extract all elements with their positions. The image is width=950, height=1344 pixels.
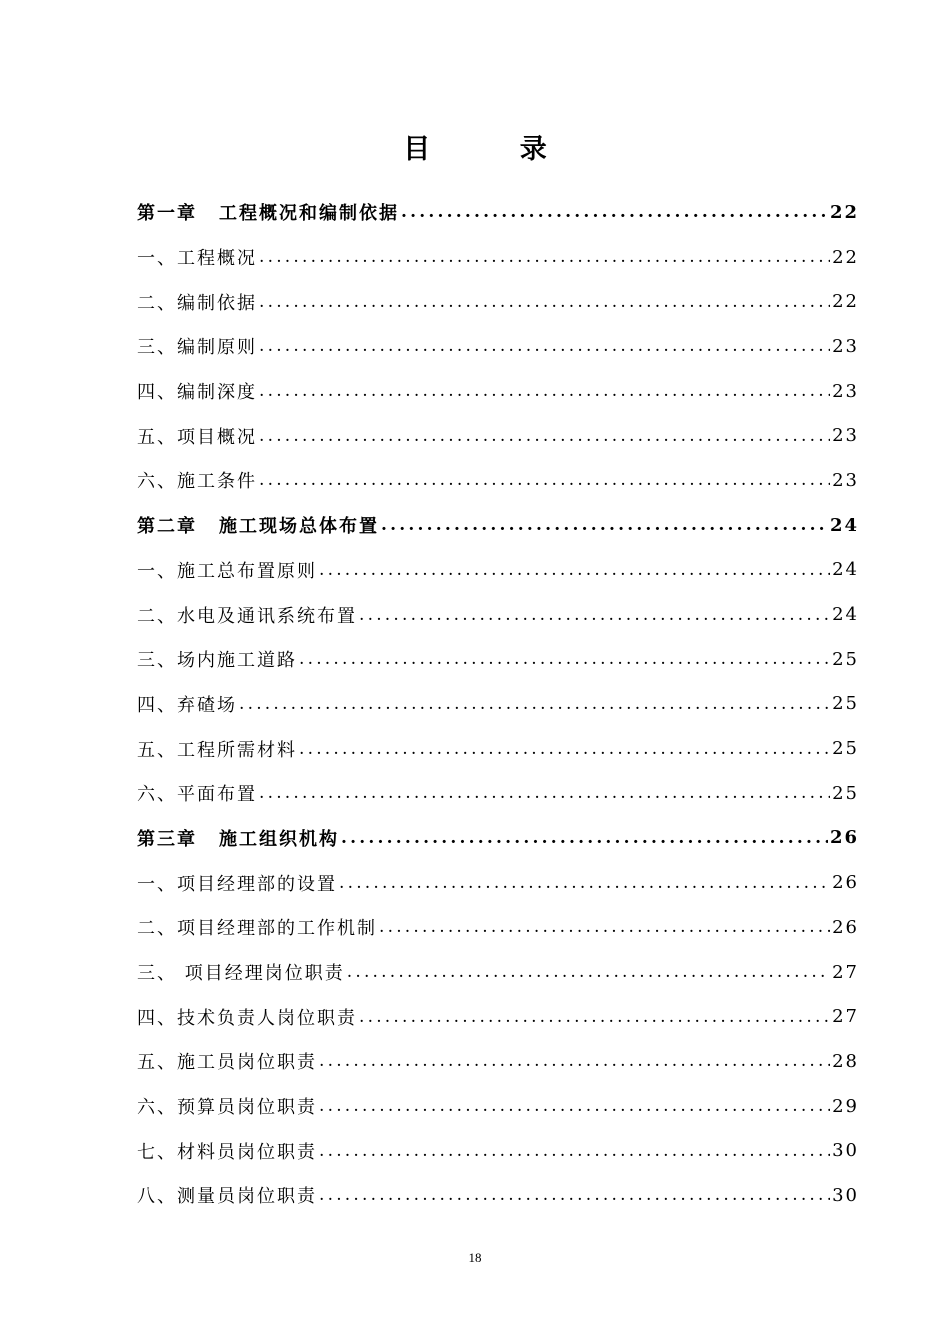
toc-section-entry[interactable] xyxy=(137,413,859,458)
toc-entry-text: 项目经理部的设置 xyxy=(177,873,337,895)
dot-leader xyxy=(259,247,830,267)
toc-entry-number: 第二章 xyxy=(137,516,197,538)
toc-entry-label xyxy=(137,959,345,985)
toc-entry-text: 施工现场总体布置 xyxy=(219,516,379,538)
toc-section-entry[interactable] xyxy=(137,682,859,727)
toc-title: 目 录 xyxy=(403,134,587,165)
toc-entry-label xyxy=(137,602,357,628)
toc-entry-number: 六、 xyxy=(137,784,177,806)
dot-leader xyxy=(319,1096,830,1116)
dot-leader xyxy=(381,515,828,535)
toc-section-entry[interactable] xyxy=(137,994,859,1039)
toc-entry-number: 一、 xyxy=(137,873,177,895)
toc-entry-page: 23 xyxy=(832,469,859,491)
dot-leader xyxy=(259,783,830,803)
dot-leader xyxy=(319,560,830,580)
toc-entry-text: 场内施工道路 xyxy=(177,650,297,672)
toc-entry-label xyxy=(137,423,257,449)
toc-entry-page: 25 xyxy=(832,648,859,670)
dot-leader xyxy=(379,917,830,937)
dot-leader xyxy=(359,605,830,625)
toc-entry-text: 施工组织机构 xyxy=(219,828,339,850)
dot-leader xyxy=(259,336,830,356)
toc-entry-number: 八、 xyxy=(137,1186,177,1208)
toc-entry-text: 测量员岗位职责 xyxy=(177,1186,317,1208)
toc-entry-page: 28 xyxy=(832,1050,859,1072)
toc-entry-text: 平面布置 xyxy=(177,784,257,806)
toc-entry-page: 22 xyxy=(832,291,859,313)
toc-section-entry[interactable] xyxy=(137,369,859,414)
toc-entry-label xyxy=(137,870,337,896)
toc-entry-label xyxy=(137,199,399,225)
toc-entry-label xyxy=(137,1182,317,1208)
toc-section-entry[interactable] xyxy=(137,637,859,682)
toc-entry-label xyxy=(137,1004,357,1030)
toc-entry-label xyxy=(137,736,297,762)
toc-entry-text: 工程所需材料 xyxy=(177,739,297,761)
toc-entry-number: 第一章 xyxy=(137,203,197,225)
toc-entry-text: 编制深度 xyxy=(177,382,257,404)
toc-entry-page: 26 xyxy=(829,827,859,849)
toc-entry-text: 技术负责人岗位职责 xyxy=(177,1007,357,1029)
toc-section-entry[interactable] xyxy=(137,1128,859,1173)
toc-entry-text: 施工总布置原则 xyxy=(177,560,317,582)
toc-entry-page: 25 xyxy=(832,693,859,715)
toc-entry-page: 25 xyxy=(832,782,859,804)
toc-entry-number: 六、 xyxy=(137,471,177,493)
toc-entry-number: 二、 xyxy=(137,292,177,314)
toc-entry-number: 五、 xyxy=(137,739,177,761)
toc-entry-text: 施工条件 xyxy=(177,471,257,493)
toc-section-entry[interactable] xyxy=(137,1084,859,1129)
toc-entry-page: 24 xyxy=(829,514,859,536)
toc-entry-label xyxy=(137,1093,317,1119)
toc-section-entry[interactable] xyxy=(137,860,859,905)
toc-section-entry[interactable] xyxy=(137,726,859,771)
toc-entry-label xyxy=(137,557,317,583)
toc-entry-number: 四、 xyxy=(137,382,177,404)
toc-entry-page: 26 xyxy=(832,872,859,894)
toc-section-entry[interactable] xyxy=(137,950,859,995)
dot-leader xyxy=(259,470,830,490)
toc-entry-label xyxy=(137,333,257,359)
toc-section-entry[interactable] xyxy=(137,592,859,637)
toc-section-entry[interactable] xyxy=(137,458,859,503)
toc-entry-number: 三、 xyxy=(137,650,177,672)
toc-entry-text: 项目经理岗位职责 xyxy=(177,963,345,985)
toc-entry-page: 25 xyxy=(832,738,859,760)
toc-entry-text: 编制原则 xyxy=(177,337,257,359)
toc-entry-text: 项目概况 xyxy=(177,426,257,448)
toc-entry-text: 施工员岗位职责 xyxy=(177,1052,317,1074)
dot-leader xyxy=(299,649,830,669)
toc-section-entry[interactable] xyxy=(137,235,859,280)
toc-entry-label xyxy=(137,1138,317,1164)
toc-entry-text: 弃碴场 xyxy=(177,694,237,716)
toc-entry-text: 材料员岗位职责 xyxy=(177,1141,317,1163)
toc-entry-text: 编制依据 xyxy=(177,292,257,314)
toc-entry-text: 工程概况 xyxy=(177,248,257,270)
toc-entry-page: 22 xyxy=(832,246,859,268)
toc-entry-page: 23 xyxy=(832,425,859,447)
toc-entry-label xyxy=(137,780,257,806)
toc-entry-text: 项目经理部的工作机制 xyxy=(177,918,377,940)
toc-entry-page: 30 xyxy=(832,1140,859,1162)
toc-entry-page: 24 xyxy=(832,559,859,581)
toc-section-entry[interactable] xyxy=(137,324,859,369)
toc-entry-number: 六、 xyxy=(137,1097,177,1119)
toc-chapter-entry[interactable] xyxy=(137,190,859,235)
dot-leader xyxy=(401,202,828,222)
toc-entry-label xyxy=(137,825,339,851)
toc-section-entry[interactable] xyxy=(137,905,859,950)
toc-entry-label xyxy=(137,512,379,538)
toc-entry-text: 预算员岗位职责 xyxy=(177,1097,317,1119)
toc-entry-label xyxy=(137,244,257,270)
dot-leader xyxy=(259,381,830,401)
toc-entry-label xyxy=(137,1048,317,1074)
dot-leader xyxy=(347,962,830,982)
toc-section-entry[interactable] xyxy=(137,1173,859,1218)
toc-entry-page: 24 xyxy=(832,604,859,626)
toc-entry-label xyxy=(137,289,257,315)
toc-entry-page: 23 xyxy=(832,335,859,357)
toc-section-entry[interactable] xyxy=(137,771,859,816)
page-number: 18 xyxy=(468,1250,482,1265)
toc-entry-label xyxy=(137,467,257,493)
toc-section-entry[interactable] xyxy=(137,1039,859,1084)
toc-list xyxy=(137,190,859,1218)
toc-section-entry[interactable] xyxy=(137,548,859,593)
toc-chapter-entry[interactable] xyxy=(137,503,859,548)
toc-entry-text: 水电及通讯系统布置 xyxy=(177,605,357,627)
toc-entry-label xyxy=(137,914,377,940)
dot-leader xyxy=(259,292,830,312)
toc-entry-number: 七、 xyxy=(137,1141,177,1163)
dot-leader xyxy=(359,1007,830,1027)
toc-entry-number: 三、 xyxy=(137,963,177,985)
dot-leader xyxy=(319,1141,830,1161)
dot-leader xyxy=(319,1185,830,1205)
toc-entry-number: 二、 xyxy=(137,605,177,627)
dot-leader xyxy=(319,1051,830,1071)
toc-entry-text: 工程概况和编制依据 xyxy=(219,203,399,225)
toc-entry-number: 四、 xyxy=(137,1007,177,1029)
toc-entry-label xyxy=(137,691,237,717)
toc-section-entry[interactable] xyxy=(137,279,859,324)
dot-leader xyxy=(339,873,830,893)
toc-entry-page: 26 xyxy=(832,916,859,938)
toc-entry-number: 一、 xyxy=(137,248,177,270)
toc-entry-page: 29 xyxy=(832,1095,859,1117)
toc-entry-number: 五、 xyxy=(137,1052,177,1074)
toc-entry-number: 五、 xyxy=(137,426,177,448)
dot-leader xyxy=(239,694,830,714)
toc-entry-label xyxy=(137,646,297,672)
toc-entry-page: 27 xyxy=(832,1006,859,1028)
toc-entry-number: 第三章 xyxy=(137,828,197,850)
toc-entry-number: 一、 xyxy=(137,560,177,582)
toc-entry-page: 23 xyxy=(832,380,859,402)
toc-entry-number: 三、 xyxy=(137,337,177,359)
toc-entry-number: 二、 xyxy=(137,918,177,940)
toc-entry-page: 27 xyxy=(832,961,859,983)
toc-entry-page: 30 xyxy=(832,1184,859,1206)
toc-chapter-entry[interactable] xyxy=(137,816,859,861)
toc-entry-number: 四、 xyxy=(137,694,177,716)
dot-leader xyxy=(299,739,830,759)
toc-entry-page: 22 xyxy=(829,201,859,223)
dot-leader xyxy=(341,828,828,848)
toc-entry-label xyxy=(137,378,257,404)
dot-leader xyxy=(259,426,830,446)
